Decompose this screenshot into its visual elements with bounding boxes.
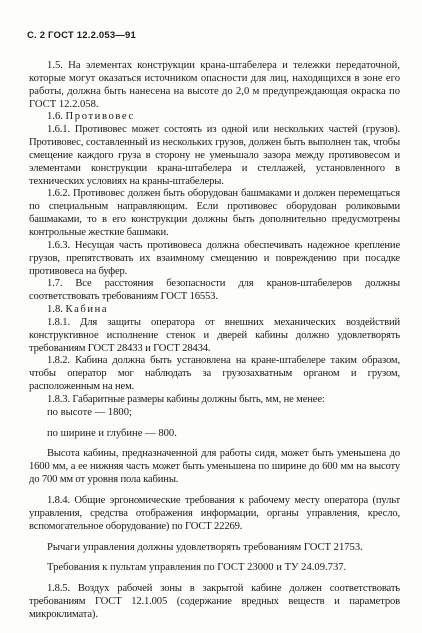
section-title: Кабина <box>65 304 109 316</box>
section-number: 1.6. <box>47 111 63 123</box>
paragraph-1-5: 1.5. На элементах конструкции крана-штабелера и тележки передаточной, которые могут оказаться источником опасности для лиц, находящихся в зоне его работы, должна быть нанесена на высоте до 2,0 м предупреждающая окраска по ГОСТ 12.2.058. <box>29 60 400 110</box>
paragraph-1-8-3-seated: Высота кабины, предназначенной для работы сидя, может быть уменьшена до 1600 мм, а ее нижняя часть может быть уменьшена по ширине до 600 мм на высоту до 700 мм от уровня пола кабины. <box>29 448 400 486</box>
paragraph-1-8-3: 1.8.3. Габаритные размеры кабины должны быть, мм, не менее: <box>47 393 325 405</box>
paragraph-1-7: 1.7. Все расстояния безопасности для кранов-штабелеров должны соответствовать требованиям ГОСТ 16553. <box>29 278 400 303</box>
paragraph-1-8-4-levers: Рычаги управления должны удовлетворять требованиям ГОСТ 21753. <box>47 541 363 553</box>
document-body <box>29 60 400 622</box>
section-number: 1.8. <box>47 304 63 316</box>
paragraph-1-6-1: 1.6.1. Противовес может состоять из одной или нескольких частей (грузов). Противовес, составленный из нескольких грузов, должен быть выполнен так, чтобы смещение каждого груза в сторону не уменьшало зазора между противовесом и элементами конструкции крана-штабелера и стеллажей, установленного в технических условиях на краны-штабелеры. <box>29 124 400 187</box>
paragraph-1-8-5: 1.8.5. Воздух рабочей зоны в закрытой кабине должен соответствовать требованиям ГОСТ 12.1.005 (содержание вредных веществ и параметров микроклимата). <box>29 583 400 620</box>
paragraph-1-8-4: 1.8.4. Общие эргономические требования к рабочему месту оператора (пульт управления, средства отображения информации, органы управления, кресло, вспомогательное оборудование) по ГОСТ 22269. <box>29 495 400 532</box>
paragraph-1-8-3-width: по ширине и глубине — 800. <box>47 427 177 439</box>
section-title: Противовес <box>65 111 135 123</box>
page-header: С. 2 ГОСТ 12.2.053—91 <box>27 30 137 41</box>
paragraph-1-8-4-consoles: Требования к пультам управления по ГОСТ 23000 и ТУ 24.09.737. <box>47 562 347 574</box>
paragraph-1-8-1: 1.8.1. Для защиты оператора от внешних механических воздействий конструктивное исполнение стенок и дверей кабины должно удовлетворять требованиям ГОСТ 28433 и ГОСТ 28434. <box>29 316 400 354</box>
section-heading-cabin <box>29 304 400 317</box>
paragraph-1-8-2: 1.8.2. Кабина должна быть установлена на кране-штабелере таким образом, чтобы оператор мог наблюдать за грузозахватным органом и грузом, расположенным на нем. <box>29 355 400 393</box>
section-heading-counterweight <box>29 111 400 124</box>
paragraph-1-8-3-height: по высоте — 1800; <box>47 406 132 418</box>
paragraph-1-6-2: 1.6.2. Противовес должен быть оборудован башмаками и должен перемещаться по специальным направляющим. Если противовес оборудован роликовыми башмаками, то в его конструкции должны быть дополнительно предусмотрены контрольные жесткие башмаки. <box>29 188 400 238</box>
paragraph-1-6-3: 1.6.3. Несущая часть противовеса должна обеспечивать надежное крепление грузов, препятствовать их взаимному смещению и повреждению при посадке противовеса на буфер. <box>29 239 400 277</box>
